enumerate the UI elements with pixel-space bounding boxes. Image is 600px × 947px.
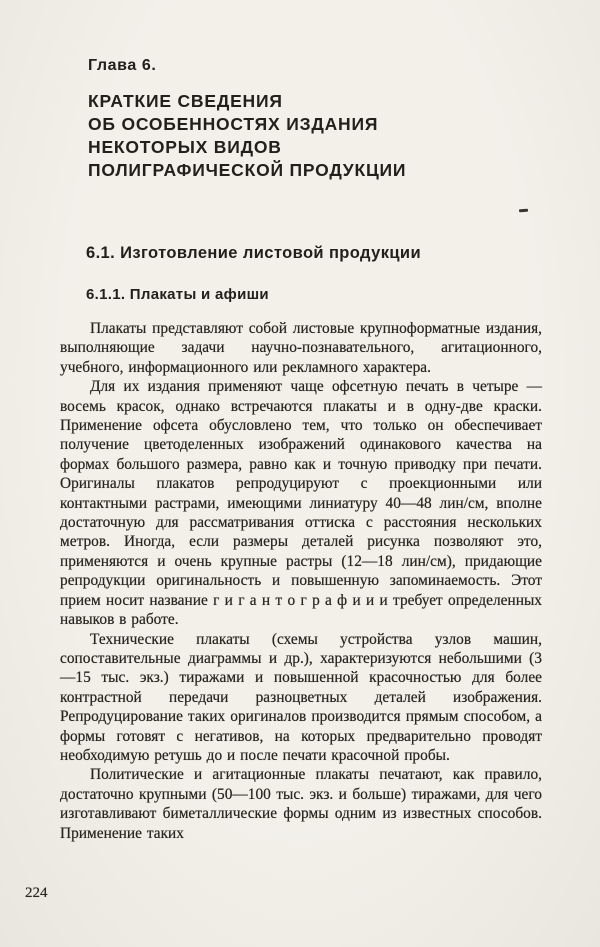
chapter-title-line: ОБ ОСОБЕННОСТЯХ ИЗДАНИЯ	[88, 114, 379, 134]
chapter-title-line: ПОЛИГРАФИЧЕСКОЙ ПРОДУКЦИИ	[88, 160, 407, 180]
paragraph: Технические плакаты (схемы устройства узлов машин, сопоставительные диаграммы и др.), характеризуются небольшими (3—15 тыс. экз.) тиражами и повышенной красочностью для более контрастной передачи разноцветных деталей изображения. Репродуцирование таких оригиналов производится прямым способом, а формы готовят с негативов, на которых предварительно проводят необходимую ретушь до и после печати красочной пробы.	[60, 630, 542, 764]
chapter-title-line: НЕКОТОРЫХ ВИДОВ	[88, 137, 282, 157]
page-number: 224	[25, 885, 48, 901]
chapter-title	[88, 90, 542, 182]
scan-artifact-speck	[519, 209, 528, 212]
paragraph: Для их издания применяют чаще офсетную печать в четыре — восемь красок, однако встречаются плакаты и в одну-две краски. Применение офсета обусловлено тем, что только он обеспечивает получение цветоделенных изображений одинакового качества на формах большого размера, равно как и точную приводку при печати. Оригиналы плакатов репродуцируют с проекционными или контактными растрами, имеющими линиатуру 40—48 лин/см, вполне достаточную для рассматривания оттиска с расстояния нескольких метров. Иногда, если размеры деталей рисунка позволяют это, применяются и очень крупные растры (12—18 лин/см), придающие репродукции оригинальность и повышенную запоминаемость. Этот прием носит название г и г а н т о г р а ф и и и требует определенных навыков в работе.	[60, 378, 542, 629]
section-title: 6.1. Изготовление листовой продукции	[86, 244, 421, 262]
body-text	[60, 319, 542, 843]
paragraph: Политические и агитационные плакаты печатают, как правило, достаточно крупными (50—100 тыс. экз. и больше) тиражами, для чего изготавливают биметаллические формы одним из известных способов. Применение таких	[60, 766, 542, 842]
subsection-title: 6.1.1. Плакаты и афиши	[86, 286, 269, 303]
chapter-heading	[88, 57, 542, 182]
chapter-label: Глава 6.	[88, 57, 157, 74]
chapter-title-line: КРАТКИЕ СВЕДЕНИЯ	[88, 91, 283, 111]
paragraph: Плакаты представляют собой листовые крупноформатные издания, выполняющие задачи научно-познавательного, агитационного, учебного, информационного или рекламного характера.	[60, 320, 542, 376]
